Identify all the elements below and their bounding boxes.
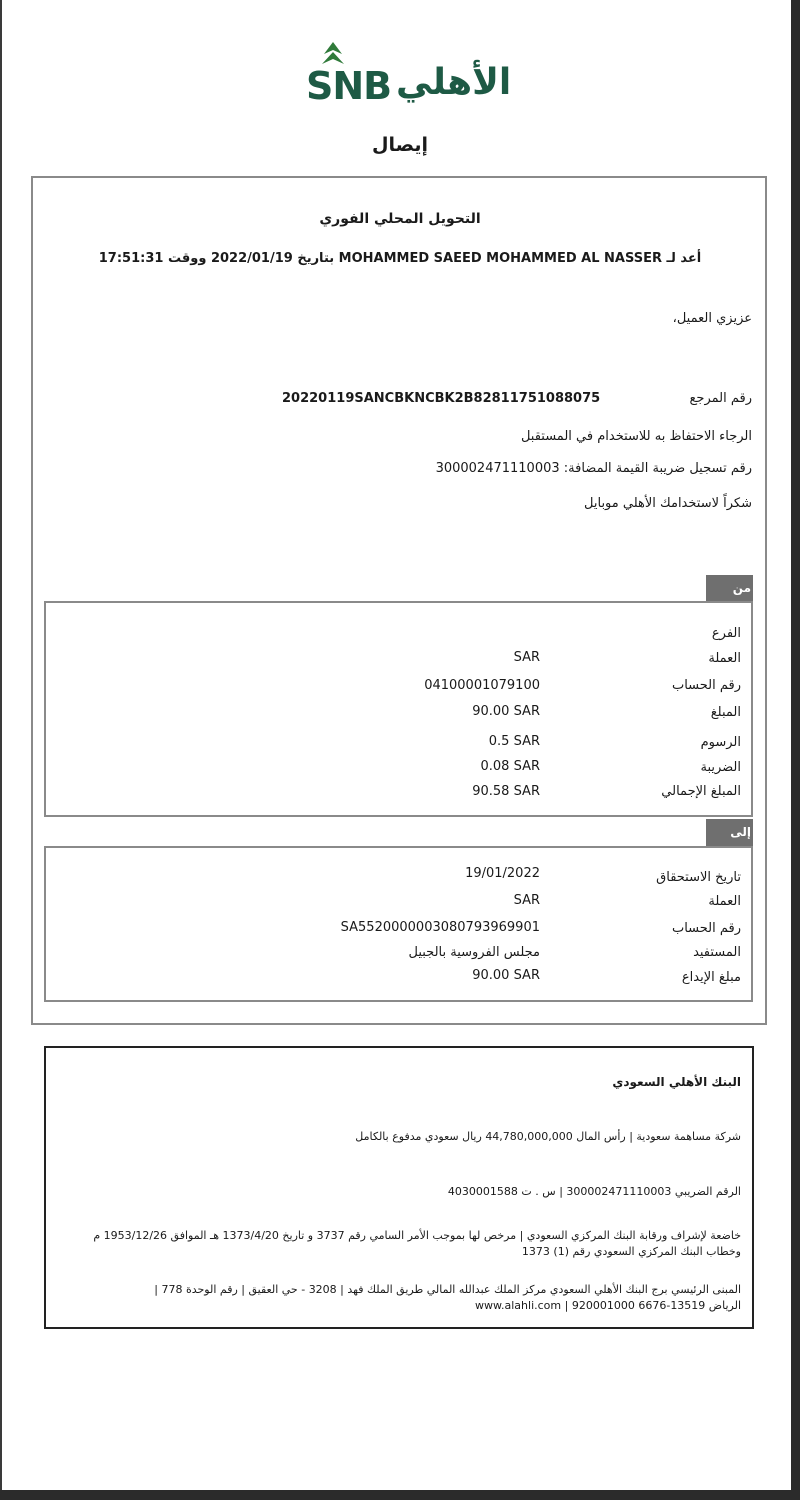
from-amount-value: 90.00 SAR [472,704,540,719]
from-section-tab: من [706,575,753,602]
to-due-date-label: تاريخ الاستحقاق [656,870,741,885]
keep-note: الرجاء الاحتفاظ به للاستخدام في المستقبل [520,429,752,444]
to-account-value: SA5520000003080793969901 [340,920,540,935]
logo-arabic-text: الأهلي [396,62,512,103]
from-branch-label: الفرع [711,626,741,641]
to-currency-value: SAR [513,893,540,908]
footer-tax-cr: الرقم الضريبي 300002471110003 | س . ت 4030001588 [447,1185,741,1198]
from-fees-label: الرسوم [700,735,741,750]
to-beneficiary-label: المستفيد [693,945,741,960]
reference-label: رقم المرجع [689,391,752,406]
greeting: عزيزي العميل، [672,311,752,326]
footer-regulation: خاضعة لإشراف ورقابة البنك المركزي السعودي | مرخص لها بموجب الأمر السامي رقم 3737 و تاريخ 1373/4/20 هـ الموافق 1953/12/26 م وخطاب البنك المركزي السعودي رقم (1) 1373 [93,1229,741,1258]
thanks-line: شكراً لاستخدامك الأهلي موبايل [584,496,752,511]
to-currency-label: العملة [708,894,741,909]
prepared-for-line: أعد لـ MOHAMMED SAEED MOHAMMED AL NASSER بتاريخ 2022/01/19 ووقت 17:51:31 [98,251,702,266]
vat-registration-line: رقم تسجيل ضريبة القيمة المضافة: 300002471110003 [435,461,752,476]
to-deposit-label: مبلغ الإيداع [681,970,741,985]
reference-value: 20220119SANCBKNCBK2B82811751088075 [282,391,601,406]
from-total-value: 90.58 SAR [472,784,540,799]
from-tax-label: الضريبة [700,760,741,775]
frame-bottom-edge [0,1490,800,1500]
from-currency-value: SAR [513,650,540,665]
from-section-box [44,601,753,817]
receipt-title: إيصال [372,134,428,156]
from-amount-label: المبلغ [710,705,741,720]
to-account-label: رقم الحساب [671,921,741,936]
snb-logo [300,42,512,117]
logo-latin-text: SNB [306,64,392,108]
footer-capital: شركة مساهمة سعودية | رأس المال 44,780,000,000 ريال سعودي مدفوع بالكامل [355,1130,741,1143]
from-account-value: 04100001079100 [424,678,540,693]
to-beneficiary-value: مجلس الفروسية بالجبيل [408,945,540,960]
transfer-heading: التحويل المحلي الفوري [319,211,481,227]
to-section-tab: إلى [706,819,753,846]
to-due-date-value: 19/01/2022 [465,866,540,881]
from-currency-label: العملة [708,651,741,666]
from-tax-value: 0.08 SAR [480,759,540,774]
from-account-label: رقم الحساب [671,678,741,693]
from-total-label: المبلغ الإجمالي [661,784,741,799]
footer-address: المبنى الرئيسي برج البنك الأهلي السعودي مركز الملك عبدالله المالي طريق الملك فهد | 3208 - حي العقيق | رقم الوحدة 778 | الرياض 13519-6676 920001000 | www.alahli.com [154,1283,741,1312]
to-deposit-value: 90.00 SAR [472,968,540,983]
footer-bank-name: البنك الأهلي السعودي [612,1075,741,1089]
from-fees-value: 0.5 SAR [488,734,540,749]
